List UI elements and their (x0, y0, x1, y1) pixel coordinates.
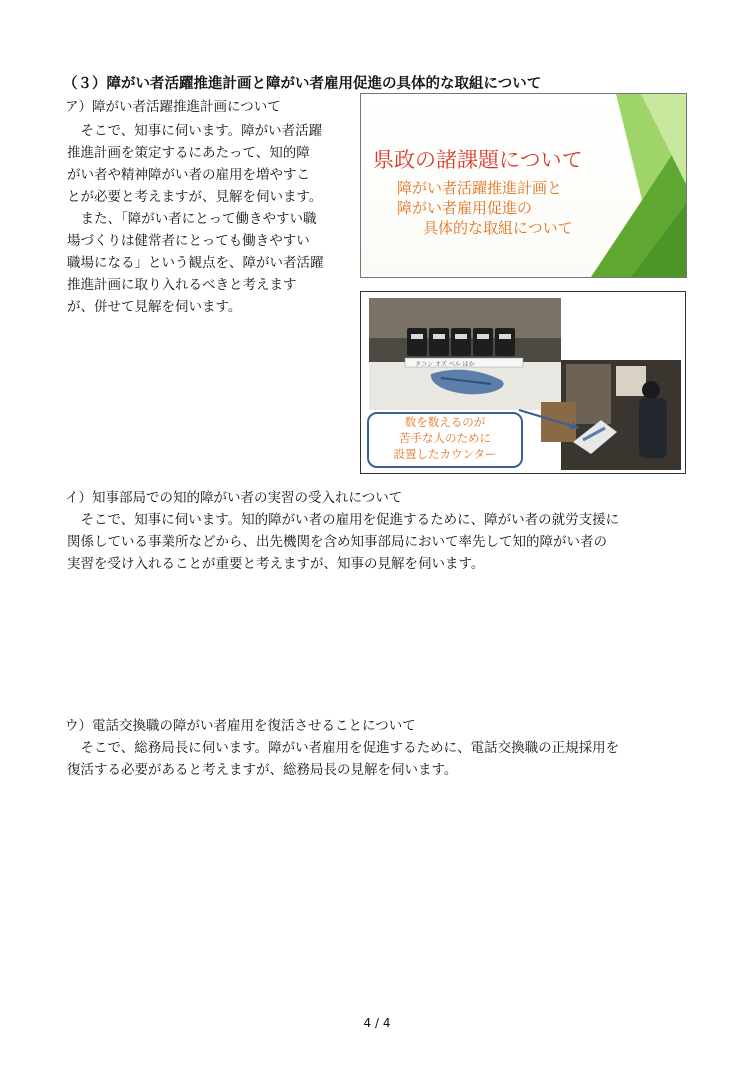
photo-sign: タコン オズ ベル ほか (415, 361, 475, 368)
part-b-body (67, 509, 707, 575)
part-a-heading: ア）障がい者活躍推進計画について (65, 99, 281, 115)
part-c-heading: ウ）電話交換職の障がい者雇用を復活させることについて (65, 718, 416, 734)
part-a-line: 場づくりは健常者にとっても働きやすい (67, 233, 310, 249)
slide-line: 具体的な取組について (423, 219, 573, 237)
part-a-line: がい者や精神障がい者の雇用を増やすこ (67, 167, 310, 183)
slide-line: 障がい者活躍推進計画と (397, 179, 563, 197)
part-c-line: そこで、総務局長に伺います。障がい者雇用を促進するために、電話交換職の正規採用を (67, 740, 620, 756)
part-a-line: 職場になる」という観点を、障がい者活躍 (67, 255, 324, 271)
part-a-line: が、併せて見解を伺います。 (67, 299, 242, 315)
part-b-heading: イ）知事部局での知的障がい者の実習の受入れについて (65, 490, 403, 506)
callout-line: 数を数えるのが (404, 415, 486, 429)
part-a-line: 推進計画に取り入れるべきと考えます (67, 277, 297, 293)
part-a-body (67, 120, 349, 318)
slide-image (360, 93, 687, 278)
part-a-line: 推進計画を策定するにあたって、知的障 (67, 145, 310, 161)
photo-collage (360, 291, 686, 474)
part-c-body (67, 737, 707, 781)
photo-callout (367, 412, 523, 468)
slide-body (397, 178, 573, 238)
slide-title: 県政の諸課題について (373, 148, 583, 172)
part-a-line: とが必要と考えますが、見解を伺います。 (67, 189, 323, 205)
part-a-line: また、「障がい者にとって働きやすい職 (67, 211, 317, 227)
slide-line: 障がい者雇用促進の (397, 199, 533, 217)
callout-line: 設置したカウンター (393, 447, 497, 461)
part-b-line: 実習を受け入れることが重要と考えますが、知事の見解を伺います。 (67, 556, 485, 572)
callout-line: 苦手な人のために (399, 431, 491, 445)
part-a-line: そこで、知事に伺います。障がい者活躍 (67, 123, 323, 139)
page-number: 4 / 4 (363, 1016, 391, 1030)
part-b-line: 関係している事業所などから、出先機関を含め知事部局において率先して知的障がい者の (67, 534, 607, 550)
part-c-line: 復活する必要があると考えますが、総務局長の見解を伺います。 (67, 762, 458, 778)
section-title: （３）障がい者活躍推進計画と障がい者雇用促進の具体的な取組について (63, 76, 542, 92)
part-b-line: そこで、知事に伺います。知的障がい者の雇用を促進するために、障がい者の就労支援に (67, 512, 620, 528)
